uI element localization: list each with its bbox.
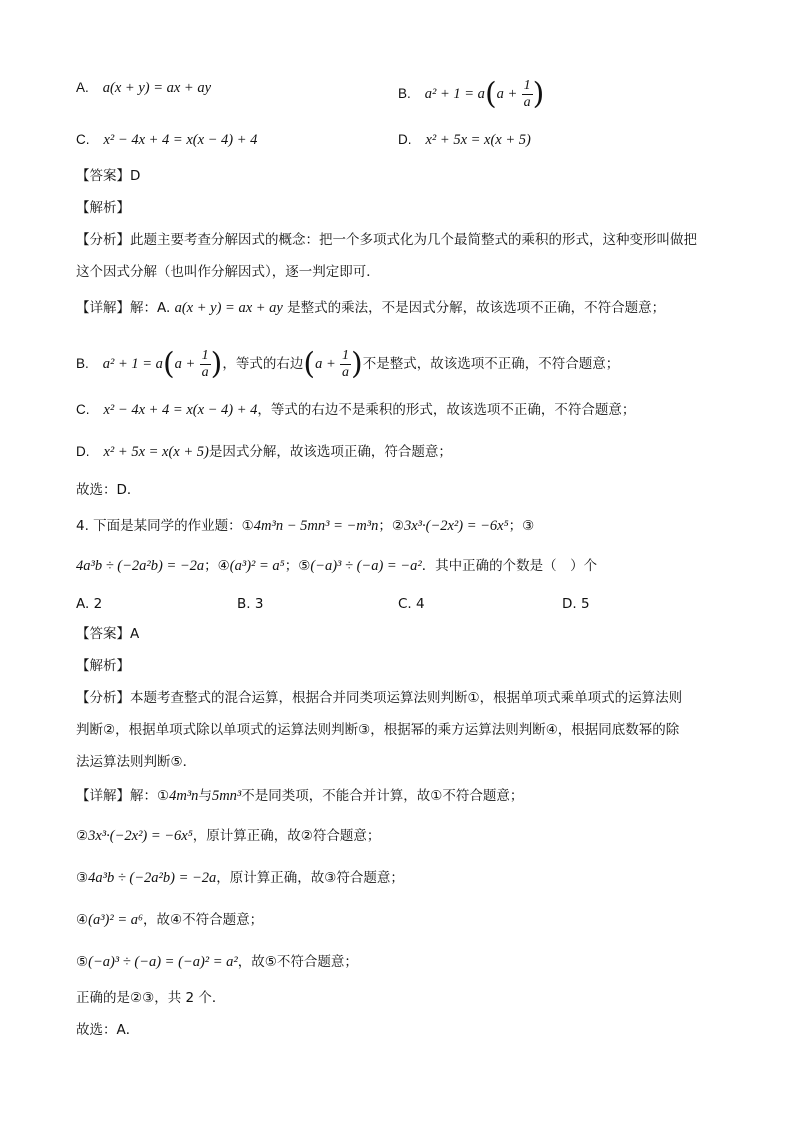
q3-choose: 故选：D．: [76, 482, 141, 498]
option-expression: x² − 4x + 4 = x(x − 4) + 4: [103, 132, 258, 148]
q3-analysis-line-2: 这个因式分解（也叫作分解因式），逐一判定即可．: [76, 264, 380, 280]
q4-option-b: B. 3: [237, 596, 264, 612]
q4-option-d: D. 5: [562, 596, 590, 612]
option-d: [398, 130, 531, 150]
q4-stem-line-2: 4a³b ÷ (−2a²b) = −2a；④(a³)² = a⁵；⑤(−a)³ ÷ (−a) = −a²．其中正确的个数是（ ）个: [76, 558, 598, 574]
q4-summary: 正确的是②③，共 2 个．: [76, 990, 226, 1006]
option-label: C.: [76, 132, 90, 147]
q4-option-c: C. 4: [398, 596, 425, 612]
option-b: [398, 78, 544, 111]
q4-option-a: A. 2: [76, 596, 103, 612]
option-label: A.: [76, 80, 89, 95]
q3-analysis-title: 【解析】: [76, 200, 130, 216]
option-expression: x² + 5x = x(x + 5): [425, 132, 531, 148]
q4-analysis-line-3: 法运算法则判断⑤．: [76, 754, 197, 770]
q4-detail-2: ②3x³·(−2x²) = −6x⁵，原计算正确，故②符合题意；: [76, 828, 381, 844]
option-expression: a(x + y) = ax + ay: [102, 80, 212, 96]
left-paren: (: [484, 76, 497, 112]
q4-analysis-line-1: 【分析】本题考查整式的混合运算，根据合并同类项运算法则判断①，根据单项式乘单项式的运算法则: [76, 690, 683, 706]
q3-detail-c: C. x² − 4x + 4 = x(x − 4) + 4，等式的右边不是乘积的形式，故该选项不正确，不符合题意；: [76, 402, 636, 418]
option-expression: a² + 1 = a: [424, 86, 485, 102]
option-label: B.: [398, 86, 411, 101]
fraction: $\frac{1}{a}$: [342, 348, 350, 380]
option-c: [76, 130, 257, 150]
q3-detail-a: 【详解】解：A. a(x + y) = ax + ay 是整式的乘法，不是因式分解，故该选项不正确，不符合题意；: [76, 300, 666, 316]
option-expression-mid: a +: [496, 86, 518, 102]
q4-detail-1: 【详解】解：①4m³n与5mn³不是同类项，不能合并计算，故①不符合题意；: [76, 788, 524, 804]
q3-detail-d: D. x² + 5x = x(x + 5)是因式分解，故该选项正确，符合题意；: [76, 444, 452, 460]
q4-detail-3: ③4a³b ÷ (−2a²b) = −2a，原计算正确，故③符合题意；: [76, 870, 404, 886]
option-label: D.: [398, 132, 412, 147]
fraction: $\frac{1}{a}$: [523, 78, 531, 110]
q3-analysis-line-1: 【分析】此题主要考查分解因式的概念：把一个多项式化为几个最简整式的乘积的形式，这种变形叫做把: [76, 232, 697, 248]
q4-analysis-title: 【解析】: [76, 658, 130, 674]
q4-analysis-line-2: 判断②，根据单项式除以单项式的运算法则判断③，根据幂的乘方运算法则判断④，根据同底数幂的除: [76, 722, 680, 738]
option-a: [76, 78, 211, 98]
q4-answer: 【答案】A: [76, 626, 140, 642]
q4-detail-5: ⑤(−a)³ ÷ (−a) = (−a)² = a²，故⑤不符合题意；: [76, 954, 358, 970]
q4-stem-line-1: 4. 下面是某同学的作业题：①4m³n − 5mn³ = −m³n；②3x³·(−2x²) = −6x⁵；③: [76, 518, 535, 534]
fraction: $\frac{1}{a}$: [201, 348, 209, 380]
q3-answer: 【答案】D: [76, 168, 141, 184]
right-paren: ): [532, 76, 545, 112]
q4-detail-4: ④(a³)² = a⁶，故④不符合题意；: [76, 912, 264, 928]
q3-detail-b: B. a² + 1 = a(a + $\frac{1}{a}$ )，等式的右边(a + $\frac{1}{a}$ )不是整式，故该选项不正确，不符合题意；: [76, 346, 620, 382]
q4-choose: 故选：A．: [76, 1022, 140, 1038]
